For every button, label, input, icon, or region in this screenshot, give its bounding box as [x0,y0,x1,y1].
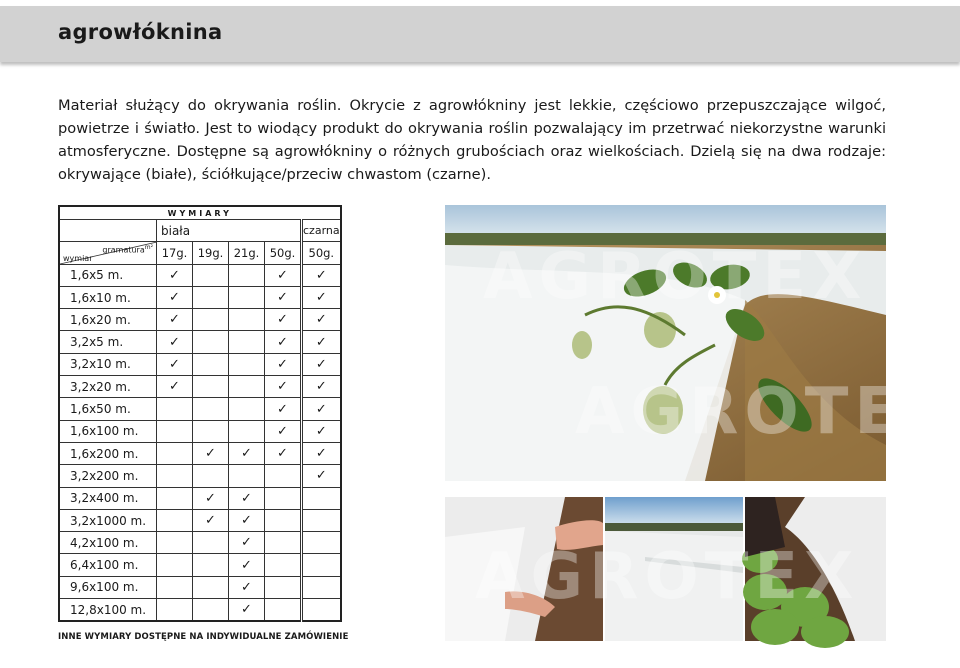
availability-cell [265,420,302,442]
availability-cell [302,331,341,353]
availability-cell [193,398,229,420]
availability-cell [157,509,193,531]
check-icon: ✓ [277,312,288,328]
check-icon: ✓ [315,356,327,372]
column-header-0: 17g. [157,242,193,264]
table-row [59,376,341,398]
check-icon: ✓ [205,513,216,528]
size-cell: 9,6x100 m. [59,576,157,598]
availability-cell [157,353,193,375]
availability-cell [193,576,229,598]
availability-cell [229,509,265,531]
availability-cell [229,599,265,622]
check-icon: ✓ [315,446,327,462]
availability-cell [302,487,341,509]
check-icon: ✓ [315,290,327,306]
check-icon: ✓ [241,535,252,551]
availability-cell [265,353,302,375]
check-icon: ✓ [277,334,288,350]
table-row [59,353,341,375]
check-icon: ✓ [169,312,180,328]
group-white-label: biała [157,220,302,242]
table-row [59,554,341,576]
check-icon: ✓ [315,379,327,395]
availability-cell [302,576,341,598]
dimensions-table [58,205,342,622]
check-icon: ✓ [315,423,327,439]
check-icon: ✓ [277,446,288,462]
column-header-2: 21g. [229,242,265,264]
table-row [59,286,341,308]
product-description: Materiał służący do okrywania roślin. Okrycie z agrowłókniny jest lekkie, częściowo przepuszczające wilgoć, powietrze i światło. Jest to wiodący produkt do okrywania roślin pozwalający im przetrwać niekorzystne warunki atmosferyczne. Dostępne są agrowłókniny o różnych grubościach oraz wielkościach. Dzielą się na dwa rodzaje: okrywające (białe), ściółkujące/przeciw chwastom (czarne). [58,97,886,183]
availability-cell [157,442,193,464]
availability-cell [265,554,302,576]
table-row [59,442,341,464]
availability-cell [157,376,193,398]
table-title: WYMIARY [59,206,341,220]
size-cell: 3,2x5 m. [59,331,157,353]
table-row [59,264,341,286]
availability-cell [265,509,302,531]
availability-cell [157,398,193,420]
size-cell: 1,6x10 m. [59,286,157,308]
availability-cell [302,532,341,554]
availability-cell [229,465,265,487]
empty-header-cell [59,220,157,242]
table-row [59,309,341,331]
availability-cell [193,509,229,531]
table-row [59,420,341,442]
availability-cell [193,286,229,308]
size-cell: 3,2x200 m. [59,465,157,487]
table-row [59,398,341,420]
availability-cell [302,465,341,487]
availability-cell [229,532,265,554]
size-cell: 1,6x20 m. [59,309,157,331]
size-cell: 1,6x5 m. [59,264,157,286]
availability-cell [193,532,229,554]
availability-cell [229,398,265,420]
availability-cell [157,554,193,576]
check-icon: ✓ [277,290,288,306]
column-header-3: 50g. [265,242,302,264]
check-icon: ✓ [241,513,252,528]
check-icon: ✓ [277,267,288,283]
header-diagonal-cell [59,242,157,264]
check-icon: ✓ [169,267,180,283]
table-row [59,465,341,487]
availability-cell [302,376,341,398]
availability-cell [265,398,302,420]
availability-cell [265,264,302,286]
watermark-text-3: AGROTEX [475,540,860,614]
availability-cell [229,286,265,308]
size-cell: 3,2x400 m. [59,487,157,509]
size-cell: 4,2x100 m. [59,532,157,554]
check-icon: ✓ [277,356,288,372]
size-cell: 3,2x1000 m. [59,509,157,531]
availability-cell [193,264,229,286]
availability-cell [157,465,193,487]
check-icon: ✓ [241,557,252,573]
availability-cell [229,554,265,576]
check-icon: ✓ [169,379,180,395]
availability-cell [157,264,193,286]
check-icon: ✓ [277,379,288,395]
availability-cell [265,286,302,308]
availability-cell [229,420,265,442]
availability-cell [265,465,302,487]
availability-cell [265,487,302,509]
availability-cell [229,353,265,375]
check-icon: ✓ [315,334,327,350]
size-cell: 12,8x100 m. [59,599,157,622]
availability-cell [193,487,229,509]
availability-cell [229,309,265,331]
availability-cell [157,599,193,622]
column-header-4: 50g. [302,242,341,264]
size-cell: 6,4x100 m. [59,554,157,576]
check-icon: ✓ [205,490,216,506]
availability-cell [229,264,265,286]
table-row [59,599,341,622]
availability-cell [302,398,341,420]
availability-cell [157,331,193,353]
column-header-1: 19g. [193,242,229,264]
availability-cell [229,442,265,464]
size-cell: 1,6x100 m. [59,420,157,442]
availability-cell [302,442,341,464]
availability-cell [193,331,229,353]
size-cell: 1,6x50 m. [59,398,157,420]
table-row [59,331,341,353]
check-icon: ✓ [169,356,180,372]
availability-cell [193,376,229,398]
footnote: INNE WYMIARY DOSTĘPNE NA INDYWIDUALNE ZAMÓWIENIE [58,632,349,642]
check-icon: ✓ [315,468,327,484]
page-title: agrowłóknina [58,20,223,44]
availability-cell [229,576,265,598]
table-row [59,487,341,509]
availability-cell [193,599,229,622]
check-icon: ✓ [205,446,216,462]
availability-cell [193,442,229,464]
availability-cell [157,487,193,509]
size-cell: 3,2x20 m. [59,376,157,398]
availability-cell [229,487,265,509]
availability-cell [193,309,229,331]
availability-cell [302,509,341,531]
availability-cell [193,554,229,576]
group-black-label: czarna [302,220,341,242]
check-icon: ✓ [315,267,327,283]
availability-cell [265,599,302,622]
check-icon: ✓ [277,401,288,417]
availability-cell [157,286,193,308]
check-icon: ✓ [169,290,180,306]
availability-cell [157,532,193,554]
availability-cell [265,442,302,464]
table-row [59,576,341,598]
size-cell: 3,2x10 m. [59,353,157,375]
size-cell: 1,6x200 m. [59,442,157,464]
table-row [59,532,341,554]
header-wymiar: wymiar [63,253,93,263]
check-icon: ✓ [241,446,252,462]
check-icon: ✓ [315,401,327,417]
check-icon: ✓ [169,334,180,350]
availability-cell [265,331,302,353]
availability-cell [265,532,302,554]
check-icon: ✓ [315,312,327,328]
availability-cell [302,286,341,308]
check-icon: ✓ [277,423,288,439]
availability-cell [302,309,341,331]
availability-cell [265,376,302,398]
availability-cell [302,264,341,286]
availability-cell [302,599,341,622]
table-row [59,509,341,531]
availability-cell [265,309,302,331]
availability-cell [157,576,193,598]
availability-cell [193,465,229,487]
strawberry-under-fleece-image [445,205,960,481]
availability-cell [229,376,265,398]
availability-cell [193,353,229,375]
availability-cell [229,331,265,353]
availability-cell [157,309,193,331]
header-gramatura: gramatura$^{m^2}$ [102,244,153,255]
watermark-text: AGROTEX [483,240,868,314]
availability-cell [302,554,341,576]
availability-cell [157,420,193,442]
availability-cell [302,420,341,442]
check-icon: ✓ [241,490,252,506]
availability-cell [193,420,229,442]
check-icon: ✓ [241,602,252,618]
header-bar [0,6,960,62]
availability-cell [265,576,302,598]
availability-cell [302,353,341,375]
watermark-text-2: AGROTEX [575,375,960,449]
check-icon: ✓ [241,579,252,595]
